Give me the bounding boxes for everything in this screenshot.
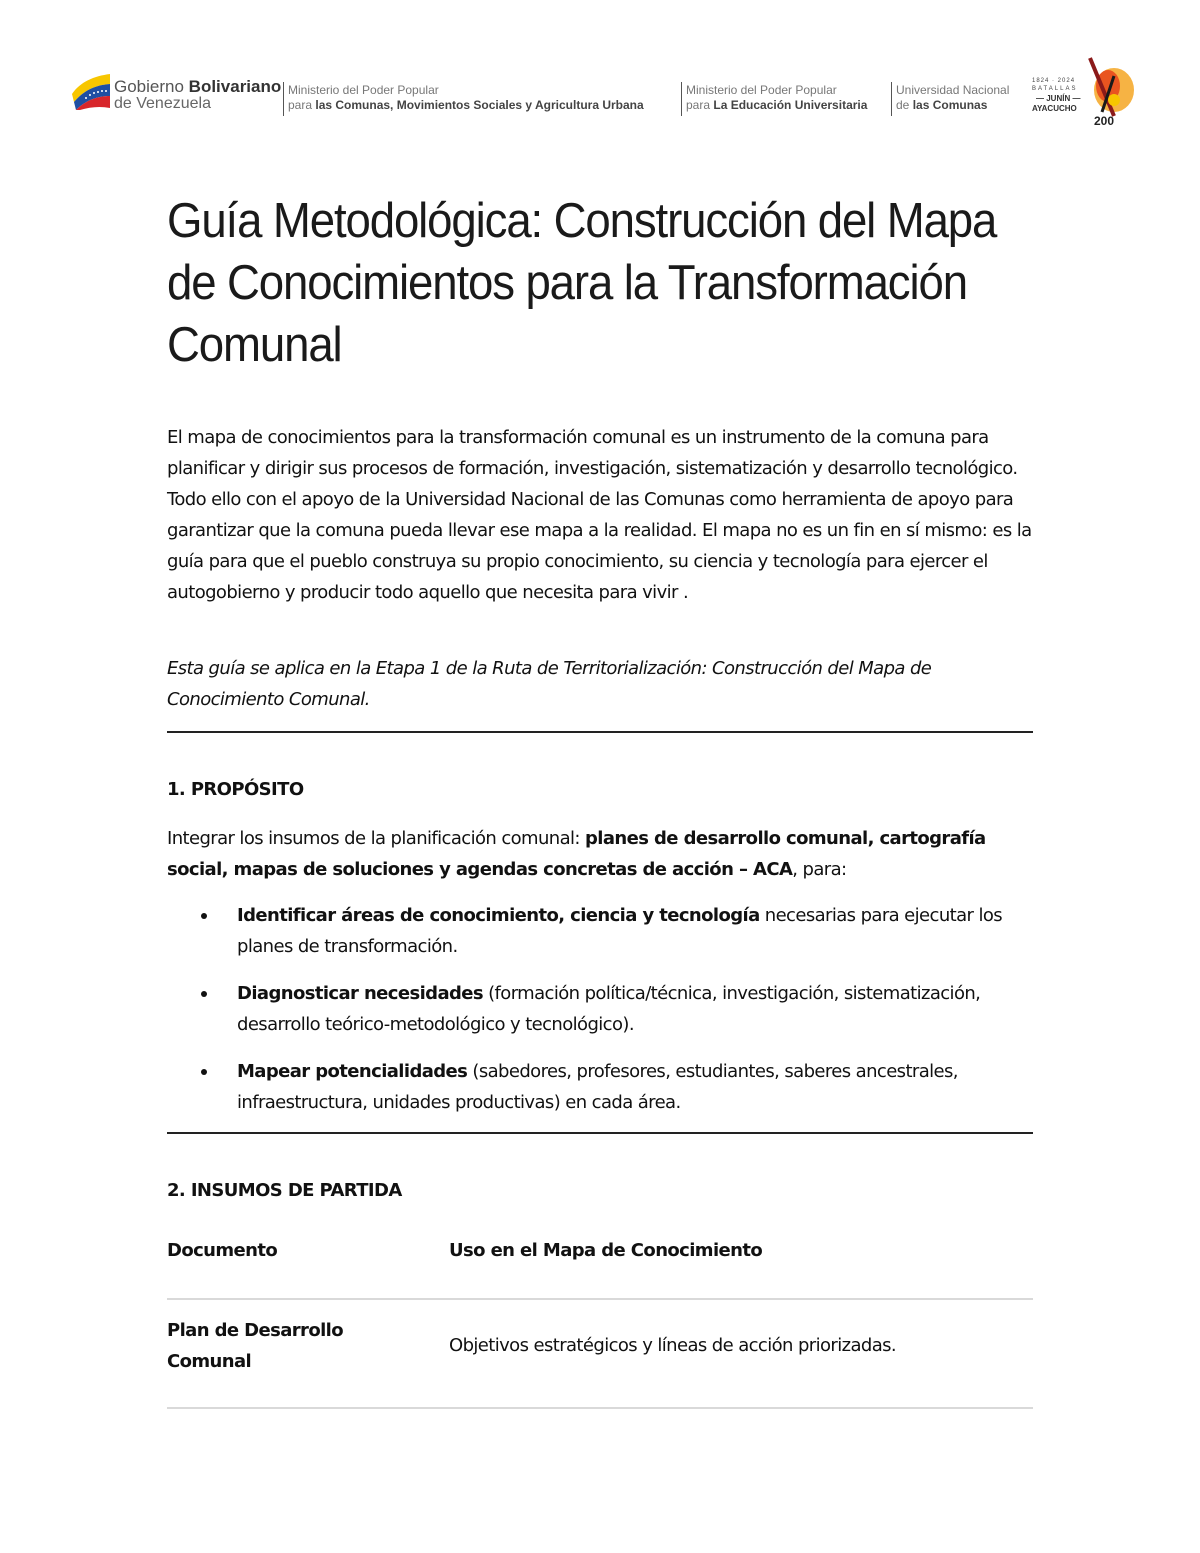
bullet-icon: [201, 913, 207, 919]
header-separator: [891, 82, 892, 116]
list-item: Mapear potencialidades (sabedores, profesores, estudiantes, saberes ancestrales, infraestructura, unidades productivas) en cada área.: [167, 1056, 1033, 1118]
table-cell-document: Plan de Desarrollo Comunal: [167, 1320, 343, 1372]
table-header-document: Documento: [167, 1240, 278, 1261]
intro-paragraph: El mapa de conocimientos para la transformación comunal es un instrumento de la comuna para planificar y dirigir sus procesos de formación, investigación, sistematización y desarrollo tecnológico. Todo ello con el apoyo de la Universidad Nacional de las Comunas como herramienta de apoyo para garantizar que la comuna pueda llevar ese mapa a la realidad. El mapa no es un fin en sí mismo: es la guía para que el pueblo construya su propio conocimiento, su ciencia y tecnología para ejercer el autogobierno y producir todo aquello que necesita para vivir .: [167, 427, 1032, 603]
section-divider: [167, 731, 1033, 733]
section-divider: [167, 1132, 1033, 1134]
scope-note: Esta guía se aplica en la Etapa 1 de la Ruta de Territorialización: Construcción del Mapa de Conocimiento Comunal.: [167, 658, 932, 710]
bullet-icon: [201, 991, 207, 997]
government-line-1: Gobierno Bolivariano: [114, 77, 282, 96]
list-item: Diagnosticar necesidades (formación política/técnica, investigación, sistematización, desarrollo teórico-metodológico y tecnológico).: [167, 978, 1033, 1040]
government-line-2: de Venezuela: [114, 95, 211, 112]
section-2-title: 2. INSUMOS DE PARTIDA: [167, 1180, 402, 1201]
ministry-comunas-text: Ministerio del Poder Popular para las Comunas, Movimientos Sociales y Agricultura Urbana: [288, 83, 644, 112]
purpose-bullet-list: [167, 900, 1033, 1134]
ministry-education-text: Ministerio del Poder Popular para La Educación Universitaria: [686, 83, 868, 112]
table-rule: [167, 1298, 1033, 1300]
table-header-usage: Uso en el Mapa de Conocimiento: [449, 1240, 763, 1261]
section-1-title: 1. PROPÓSITO: [167, 779, 304, 800]
header-separator: [283, 82, 284, 116]
bullet-icon: [201, 1069, 207, 1075]
table-rule: [167, 1407, 1033, 1409]
university-text: Universidad Nacional de las Comunas: [896, 83, 1010, 112]
document-title: Guía Metodológica: Construcción del Mapa de Conocimientos para la Transformación Comunal: [167, 194, 997, 372]
list-item: Identificar áreas de conocimiento, ciencia y tecnología necesarias para ejecutar los planes de transformación.: [167, 900, 1033, 962]
venezuela-flag-logo: [70, 72, 112, 110]
table-cell-usage: Objetivos estratégicos y líneas de acción priorizadas.: [449, 1335, 897, 1356]
bicentennial-logo: 1824 · 2024 BATALLAS — JUNÍN — AYACUCHO 200: [1032, 56, 1132, 130]
header-banner: [68, 56, 1160, 130]
header-separator: [681, 82, 682, 116]
purpose-lead: Integrar los insumos de la planificación comunal: planes de desarrollo comunal, cartografía social, mapas de soluciones y agendas concretas de acción – ACA, para:: [167, 828, 986, 880]
government-logo-text: [114, 78, 281, 112]
